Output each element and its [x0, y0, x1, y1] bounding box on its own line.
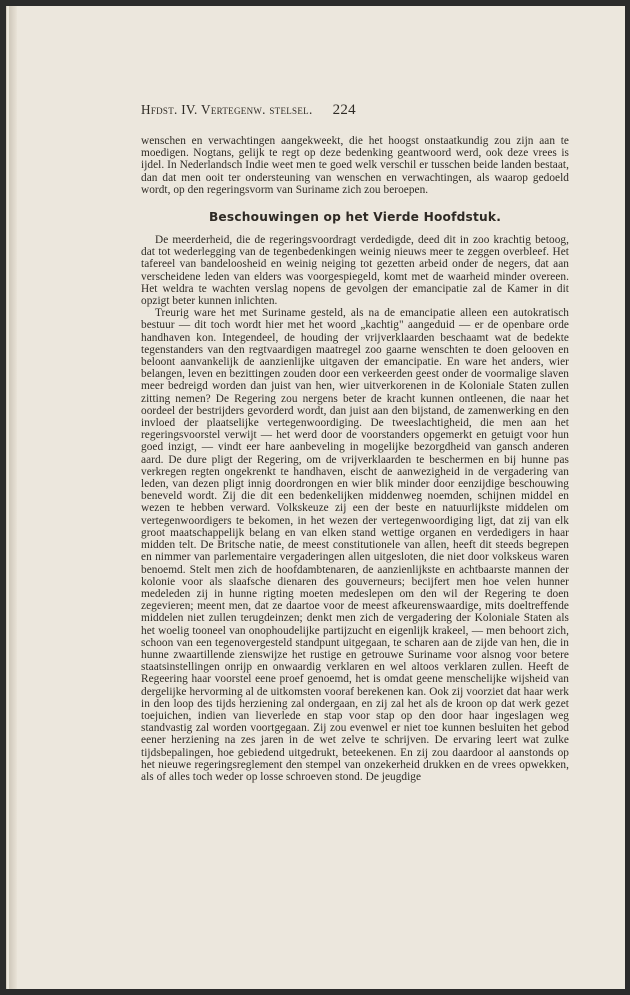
book-page — [6, 6, 625, 989]
page-gutter — [9, 6, 17, 989]
body-paragraph-2: Treurig ware het met Suriname gesteld, als na de emancipatie alleen een autokratisch bestuur — dit toch wordt hier met het woord „kachtig" aangeduid — er de openbare orde handhaven kon. Integendeel, de houding der vrijverklaarden beschaamt wat de bedekte tegenstanders van den regtvaardigen maatregel zoo gaarne wenschten te doen gelooven en beloont aanvankelijk de aanzienlijke uitgaven der emancipatie. En ware het anders, wier belangen, leven en bezittingen zouden door een verkeerden geest onder de voormalige slaven meer bedreigd worden dan juist van hen, wier uitverkorenen in de Koloniale Staten zullen zitting nemen? De Regering zou nergens beter de kracht kunnen ontleenen, die naar het oordeel der bestrijders gevorderd wordt, dan juist aan den bijstand, de zamenwerking en den invloed der plaatselijke vertegenwoordiging. De tweeslachtigheid, die men aan het regeringsvoorstel verwijt — het werd door de voorstanders opgemerkt en getuigt voor hun goed inzigt, — vindt eer hare aanbeveling in mogelijke bezorgdheid van gansch anderen aard. De dure pligt der Regering, om de vrijverklaarden te beschermen en bij hunne pas verkregen regten ongekrenkt te handhaven, eischt de aanwezigheid in de vergadering van leden, van dezen pligt innig doordrongen en wier blik minder door eenzijdige beschouwing beneveld wordt. Zij die dit een bedenkelijken middenweg noemden, schijnen middel en wezen te hebben verward. Volkskeuze zij een der beste en natuurlijkste middelen om vertegenwoordigers te bekomen, in het wezen der vertegenwoordiging ligt, dat zij van elk groot maatschappelijk belang en van elken stand wettige organen en verdedigers in haar midden telt. De Britsche natie, de meest constitutionele van allen, heeft dit steeds begrepen en nimmer van parlementaire vergaderingen allen uitgesloten, die niet door volkskeus waren benoemd. Stelt men zich de hoofdambtenaren, de aanzienlijkste en achtbaarste mannen der kolonie voor als slaafsche dienaren des gouverneurs; becijfert men hoe velen hunner medeleden zij in hunne rigting moeten medeslepen om den wil der Regering te doen zegevieren; meent men, dat ze daartoe voor de meest afkeurenswaardige, mits doeltreffende middelen niet zullen terugdeinzen; denkt men zich de vergadering der Koloniale Staten als het woelig tooneel van onophoudelijke partijzucht en eigenlijk krakeel, — men behoort zich, schoon van een tegenovergesteld standpunt uitgegaan, te scharen aan de zijde van hen, die in hunne zwaartillende zienswijze het rustige en getrouwe Suriname voor alsnog voor betere staatsinstellingen onrijp en onwaardig verklaren en wel altoos verklaren zullen. Heeft de Regeering haar voorstel eene proef genoemd, het is omdat geene menschelijke wijsheid van dergelijke hervorming al de uitkomsten vooraf berekenen kan. Ook zij voorziet dat haar werk in den loop des tijds herziening zal ondergaan, en zij zal het als de kroon op dat werk gezet toejuichen, indien van lieverlede en stap voor stap op den door haar ingeslagen weg standvastig zal worden voortgegaan. Zij zou evenwel er niet toe kunnen besluiten het gebod eener herziening na zes jaren in de wet zelve te schrijven. De ervaring leert wat zulke tijdsbepalingen, hoe gebiedend uitgedrukt, beteekenen. En zij zou daardoor al aanstonds op het nieuwe regeringsreglement den stempel van onzekerheid drukken en de vrees opwekken, als of alles toch weder op losse schroeven stond. De jeugdige — [141, 307, 569, 783]
running-header-title: Hfdst. IV. Vertegenw. stelsel. — [141, 102, 313, 117]
section-heading: Beschouwingen op het Vierde Hoofdstuk. — [208, 210, 502, 225]
page-number: 224 — [332, 102, 356, 118]
intro-paragraph: wenschen en verwachtingen aangekweekt, die het hoogst onstaatkundig zou zijn aan te moedigen. Nogtans, gelijk te regt op deze bedenking geantwoord werd, ook deze vrees is ijdel. In Nederlandsch Indie weet men te goed welk verschil er tusschen beide landen bestaat, dan dat men ooit ter ondersteuning van wenschen en verwachtingen, als waarop gedoeld wordt, op den regeringsvorm van Suriname zich zou beroepen. — [141, 135, 569, 196]
body-paragraph-1: De meerderheid, die de regeringsvoordragt verdedigde, deed dit in zoo krachtig betoog, dat tot wederlegging van de tegenbedenkingen weinig nieuws meer te zeggen overbleef. Het tafereel van bandeloosheid en weinig neiging tot gezetten arbeid onder de negers, dat aan verscheidene leden van elders was voorgespiegeld, komt met de waarheid minder overeen. Het weldra te wachten verslag nopens de gevolgen der emancipatie zal de Kamer in dit opzigt beter kunnen inlichten. — [141, 234, 569, 308]
page-content — [141, 102, 569, 783]
running-header — [141, 102, 569, 119]
